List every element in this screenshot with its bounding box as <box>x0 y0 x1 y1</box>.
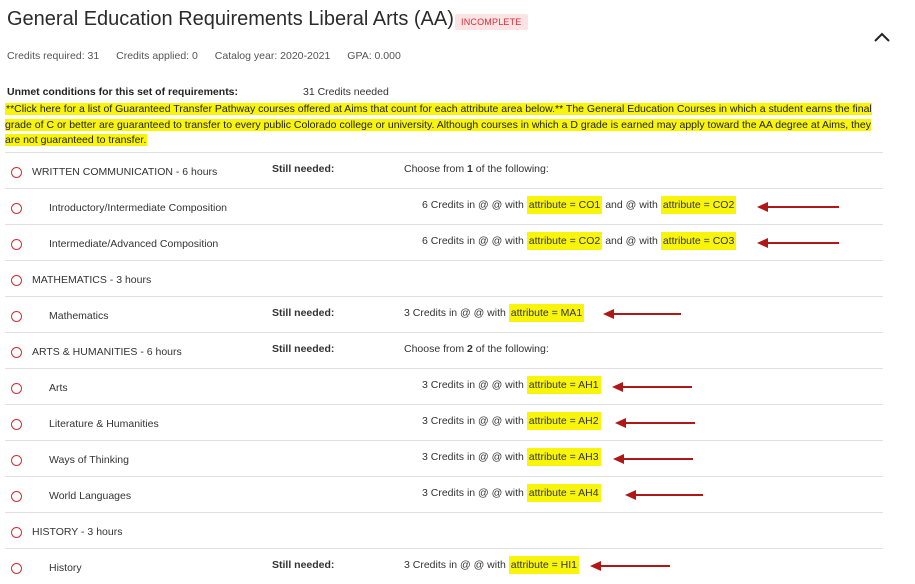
requirement-row[interactable] <box>5 404 883 440</box>
left-arrow-annotation <box>612 382 692 392</box>
transfer-note <box>5 102 883 149</box>
credit-requirement: 3 Credits in @ @ with attribute = AH1 <box>422 379 601 391</box>
requirements-meta <box>7 50 415 62</box>
credits-count: 3 <box>422 451 428 463</box>
attribute-highlight: attribute = AH3 <box>527 448 601 466</box>
choose-count: 1 <box>467 163 473 175</box>
requirement-name: World Languages <box>49 490 132 502</box>
transfer-note-text: The General Education Courses in which a student earns the final grade of C or better are guaranteed to transfer to every public Colorado college or university. Although courses in which a D grade is earned may apply toward the AA degree at Aims, they are not guaranteed to transfer. <box>5 103 872 146</box>
chevron-up-icon[interactable] <box>873 30 891 44</box>
requirement-name: ARTS & HUMANITIES - 6 hours <box>32 346 182 358</box>
credits-count: 3 <box>422 379 428 391</box>
requirement-row[interactable] <box>5 368 883 404</box>
requirement-name: WRITTEN COMMUNICATION - 6 hours <box>32 166 218 178</box>
left-arrow-annotation <box>603 309 681 319</box>
attribute-highlight: attribute = AH2 <box>527 412 601 430</box>
left-arrow-annotation <box>625 490 703 500</box>
gpa: GPA: 0.000 <box>347 50 401 62</box>
credit-requirement: 6 Credits in @ @ with attribute = CO2 and @ with attribute = CO3 <box>422 235 736 247</box>
requirement-name: Literature & Humanities <box>49 418 159 430</box>
requirement-row[interactable] <box>5 512 883 548</box>
unmet-conditions-value: 31 Credits needed <box>303 86 389 98</box>
still-needed-label: Still needed: <box>272 163 335 175</box>
arrow-shaft <box>623 422 695 424</box>
credits-count: 3 <box>404 307 410 319</box>
requirements-list <box>5 152 883 584</box>
choose-from-text: Choose from 1 of the following: <box>404 163 549 175</box>
arrow-shaft <box>765 206 839 208</box>
incomplete-circle-icon <box>11 239 22 250</box>
left-arrow-annotation <box>757 202 839 212</box>
attribute-highlight: attribute = CO3 <box>661 232 737 250</box>
requirement-name: Intermediate/Advanced Composition <box>49 238 219 250</box>
requirement-row[interactable] <box>5 476 883 512</box>
incomplete-circle-icon <box>11 167 22 178</box>
unmet-conditions-label: Unmet conditions for this set of requirements: <box>7 86 239 98</box>
incomplete-circle-icon <box>11 455 22 466</box>
choose-count: 2 <box>467 343 473 355</box>
attribute-highlight: attribute = CO2 <box>527 232 603 250</box>
incomplete-circle-icon <box>11 203 22 214</box>
requirement-row[interactable] <box>5 224 883 260</box>
left-arrow-annotation <box>615 418 695 428</box>
incomplete-circle-icon <box>11 347 22 358</box>
status-badge: INCOMPLETE <box>455 14 528 30</box>
requirement-name: History <box>49 562 82 574</box>
still-needed-label: Still needed: <box>272 559 335 571</box>
arrow-shaft <box>611 313 681 315</box>
requirement-row[interactable] <box>5 152 883 188</box>
incomplete-circle-icon <box>11 527 22 538</box>
attribute-highlight: attribute = MA1 <box>509 304 585 322</box>
left-arrow-annotation <box>590 561 670 571</box>
attribute-highlight: attribute = CO2 <box>661 196 737 214</box>
left-arrow-annotation <box>757 238 839 248</box>
choose-from-text: Choose from 2 of the following: <box>404 343 549 355</box>
attribute-highlight: attribute = AH4 <box>527 484 601 502</box>
credits-count: 6 <box>422 235 428 247</box>
catalog-year: Catalog year: 2020-2021 <box>214 50 331 62</box>
credits-count: 3 <box>404 559 410 571</box>
arrow-shaft <box>620 386 692 388</box>
page-title: General Education Requirements Liberal Arts (AA) <box>7 8 454 30</box>
attribute-highlight: attribute = AH1 <box>527 376 601 394</box>
credits-count: 6 <box>422 199 428 211</box>
credit-requirement: 6 Credits in @ @ with attribute = CO1 and @ with attribute = CO2 <box>422 199 736 211</box>
still-needed-label: Still needed: <box>272 307 335 319</box>
incomplete-circle-icon <box>11 419 22 430</box>
credit-requirement: 3 Credits in @ @ with attribute = HI1 <box>404 559 579 571</box>
requirement-name: Mathematics <box>49 310 109 322</box>
requirement-row[interactable] <box>5 260 883 296</box>
credits-count: 3 <box>422 487 428 499</box>
incomplete-circle-icon <box>11 275 22 286</box>
incomplete-circle-icon <box>11 491 22 502</box>
requirement-name: HISTORY - 3 hours <box>32 526 123 538</box>
credits-required: Credits required: 31 <box>7 50 100 62</box>
attribute-highlight: attribute = HI1 <box>509 556 579 574</box>
still-needed-label: Still needed: <box>272 343 335 355</box>
requirement-row[interactable] <box>5 296 883 332</box>
requirement-row[interactable] <box>5 332 883 368</box>
credit-requirement: 3 Credits in @ @ with attribute = AH3 <box>422 451 601 463</box>
incomplete-circle-icon <box>11 563 22 574</box>
arrow-shaft <box>598 565 670 567</box>
arrow-shaft <box>633 494 703 496</box>
credit-requirement: 3 Credits in @ @ with attribute = MA1 <box>404 307 584 319</box>
credit-requirement: 3 Credits in @ @ with attribute = AH2 <box>422 415 601 427</box>
incomplete-circle-icon <box>11 383 22 394</box>
gt-pathways-link[interactable]: **Click here for a list of Guaranteed Transfer Pathway courses offered at Aims that count for each attribute area below.** <box>6 103 564 115</box>
incomplete-circle-icon <box>11 311 22 322</box>
arrow-shaft <box>765 242 839 244</box>
arrow-shaft <box>621 458 693 460</box>
requirement-name: Ways of Thinking <box>49 454 129 466</box>
requirement-row[interactable] <box>5 440 883 476</box>
credit-requirement: 3 Credits in @ @ with attribute = AH4 <box>422 487 601 499</box>
attribute-highlight: attribute = CO1 <box>527 196 603 214</box>
requirement-name: Introductory/Intermediate Composition <box>49 202 228 214</box>
requirement-name: Arts <box>49 382 68 394</box>
credits-count: 3 <box>422 415 428 427</box>
requirement-row[interactable] <box>5 188 883 224</box>
credits-applied: Credits applied: 0 <box>116 50 198 62</box>
left-arrow-annotation <box>613 454 693 464</box>
requirement-name: MATHEMATICS - 3 hours <box>32 274 152 286</box>
